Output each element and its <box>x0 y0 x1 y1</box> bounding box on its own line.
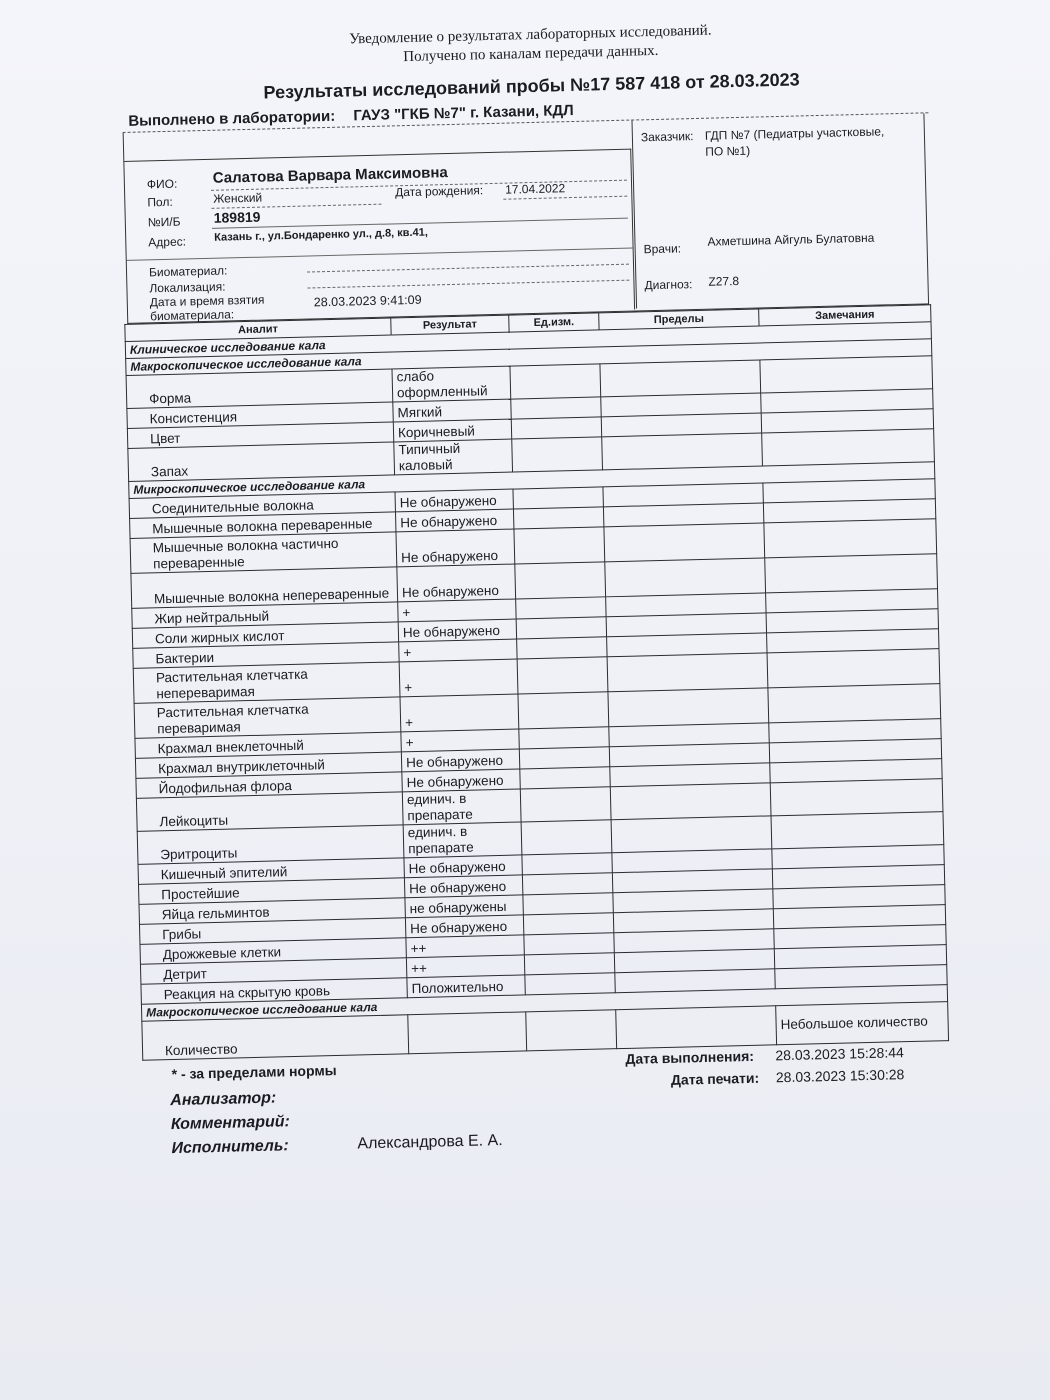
result-value: Не обнаружено <box>395 509 513 532</box>
lab-name: ГАУЗ "ГКБ №7" г. Казани, КДЛ <box>353 101 574 125</box>
executor-label: Исполнитель: <box>171 1137 289 1158</box>
localization-label: Локализация: <box>149 279 226 296</box>
result-value: Положительно <box>407 975 525 998</box>
unit-cell <box>522 853 612 875</box>
sex-value: Женский <box>213 190 263 206</box>
analyte-name: Растительная клетчатка непереваримая <box>133 662 400 703</box>
analyte-name: Эритроциты <box>137 825 404 864</box>
analyte-name: Крахмал внеклеточный <box>135 732 401 758</box>
analyte-name: Кишечный эпителий <box>138 858 404 884</box>
result-value: + <box>399 659 518 697</box>
taken-label-1: Дата и время взятия <box>149 292 265 310</box>
analyte-name: Реакция на скрытую кровь <box>141 978 407 1004</box>
quantity-name: Количество <box>142 1015 409 1060</box>
section-clinical: Клиническое исследование кала <box>125 322 931 359</box>
unit-cell <box>520 787 611 822</box>
remarks-cell <box>760 356 933 393</box>
biomaterial-label: Биоматериал: <box>148 263 228 280</box>
done-label: Дата выполнения: <box>625 1047 755 1067</box>
section-micro: Микроскопическое исследование кала <box>129 462 935 499</box>
unit-cell <box>513 507 603 529</box>
dob-label: Дата рождения: <box>394 183 484 200</box>
dob-value: 17.04.2022 <box>504 181 566 197</box>
remarks-cell <box>765 554 938 593</box>
remarks-cell <box>771 812 944 849</box>
remarks-cell <box>768 684 941 723</box>
executor-value: Александрова Е. А. <box>357 1132 503 1153</box>
customer-label: Заказчик: <box>640 129 694 145</box>
analyte-name: Мышечные волокна непереваренные <box>131 567 398 608</box>
result-value: Не обнаружено <box>401 749 519 772</box>
result-value: ++ <box>406 935 524 958</box>
unit-cell <box>523 913 613 935</box>
col-limits: Пределы <box>599 309 759 330</box>
limits-cell <box>607 653 768 692</box>
result-value: Типичный каловый <box>394 439 513 475</box>
unit-cell <box>514 527 605 564</box>
analyte-name: Крахмал внутриклеточный <box>135 752 401 778</box>
remarks-cell <box>770 779 943 816</box>
unit-cell <box>519 727 609 749</box>
doctors-label: Врачи: <box>643 241 682 257</box>
unit-cell <box>523 893 613 915</box>
footer <box>145 1041 968 1181</box>
result-value: не обнаружены <box>405 895 523 918</box>
analyte-name: Мышечные волокна частично переваренные <box>130 532 397 573</box>
unit-cell <box>517 637 607 659</box>
unit-cell <box>524 953 614 975</box>
result-value: Не обнаружено <box>396 529 515 567</box>
customer-value-2: ПО №1) <box>705 143 751 159</box>
result-value: + <box>398 599 516 622</box>
limits-cell <box>600 360 761 397</box>
result-value: Мягкий <box>393 399 511 422</box>
analyte-name: Консистенция <box>127 402 393 428</box>
unit-cell <box>511 397 601 419</box>
done-value: 28.03.2023 15:28:44 <box>775 1044 904 1064</box>
notice <box>120 16 941 74</box>
comment-label: Комментарий: <box>170 1113 291 1134</box>
unit-cell <box>510 364 601 399</box>
patient-block <box>124 149 635 322</box>
remarks-cell <box>764 519 937 558</box>
ib-label: №И/Б <box>147 214 181 230</box>
result-value: Не обнаружено <box>405 915 523 938</box>
taken-label-2: биоматериала: <box>149 307 235 324</box>
analyte-name: Форма <box>126 369 393 408</box>
diagnosis-label: Диагноз: <box>644 277 693 293</box>
analyte-name: Грибы <box>139 918 405 944</box>
analyte-name: Простейшие <box>139 878 405 904</box>
result-value: + <box>400 694 519 732</box>
result-value: Не обнаружено <box>402 769 520 792</box>
unit-cell <box>516 617 606 639</box>
print-value: 28.03.2023 15:30:28 <box>775 1066 905 1086</box>
analyte-name: Детрит <box>140 958 406 984</box>
unit-cell <box>525 973 615 995</box>
unit-cell <box>519 747 609 769</box>
unit-cell <box>522 873 612 895</box>
result-value: единич. в препарате <box>402 789 521 825</box>
fio-value: Салатова Варвара Максимовна <box>212 164 448 187</box>
unit-cell <box>515 562 606 599</box>
address-label: Адрес: <box>148 234 187 250</box>
analyte-name: Мышечные волокна переваренные <box>130 512 396 538</box>
result-value: слабо оформленный <box>392 366 511 402</box>
legend: * - за пределами нормы <box>171 1062 337 1083</box>
section-macro: Макроскопическое исследование кала <box>126 339 932 376</box>
result-value: + <box>401 729 519 752</box>
print-label: Дата печати: <box>670 1069 760 1088</box>
notice-line-2: Получено по каналам передачи данных. <box>403 42 659 66</box>
unit-cell <box>513 487 603 509</box>
remarks-cell <box>767 649 940 688</box>
analyte-name: Растительная клетчатка переваримая <box>134 697 401 738</box>
result-value: Не обнаружено <box>395 489 513 512</box>
limits-cell <box>610 783 771 820</box>
lab-label: Выполнено в лаборатории: <box>128 107 336 130</box>
unit-cell <box>524 933 614 955</box>
ib-value: 189819 <box>213 208 261 226</box>
diagnosis-value: Z27.8 <box>708 273 740 289</box>
limits-cell <box>608 688 769 727</box>
lab-report <box>120 10 969 1210</box>
analyte-name: Йодофильная флора <box>136 772 402 798</box>
limits-cell <box>611 816 772 853</box>
result-value: Не обнаружено <box>397 564 516 602</box>
notice-line-1: Уведомление о результатах лабораторных исследований. <box>349 22 712 48</box>
result-value: ++ <box>406 955 524 978</box>
taken-value: 28.03.2023 9:41:09 <box>313 292 422 310</box>
analyte-name: Жир нейтральный <box>132 602 398 628</box>
unit-cell <box>520 767 610 789</box>
results-table <box>124 304 949 1060</box>
remarks-cell <box>762 429 935 466</box>
section-macro-2: Макроскопическое исследование кала <box>141 985 947 1022</box>
analyte-name: Цвет <box>127 422 393 448</box>
fio-label: ФИО: <box>146 176 178 192</box>
unit-cell <box>512 437 603 472</box>
unit-cell <box>518 692 609 729</box>
result-value: Не обнаружено <box>398 619 516 642</box>
col-unit: Ед.изм. <box>509 313 599 332</box>
analyte-name: Лейкоциты <box>136 792 403 831</box>
unit-cell <box>516 597 606 619</box>
result-value: Не обнаружено <box>404 855 522 878</box>
analyte-name: Соединительные волокна <box>129 492 395 518</box>
result-value: + <box>399 639 517 662</box>
address-value: Казань г., ул.Бондаренко ул., д.8, кв.41, <box>214 226 428 244</box>
limits-cell <box>604 523 765 562</box>
quantity-result <box>408 1012 527 1054</box>
analyte-name: Бактерии <box>133 642 399 668</box>
limits-cell <box>605 558 766 597</box>
info-block <box>123 113 929 324</box>
report-title: Результаты исследований пробы №17 587 418 от 28.03.2023 <box>263 69 800 103</box>
analyte-name: Дрожжевые клетки <box>140 938 406 964</box>
analyte-name: Яйца гельминтов <box>139 898 405 924</box>
unit-cell <box>521 820 612 855</box>
result-value: Коричневый <box>393 419 511 442</box>
quantity-limits <box>616 1006 777 1049</box>
doctor-value: Ахметшина Айгуль Булатовна <box>707 230 875 249</box>
result-value: единич. в препарате <box>403 822 522 858</box>
unit-cell <box>511 417 601 439</box>
col-result: Результат <box>391 315 509 335</box>
col-analyte: Аналит <box>125 318 391 341</box>
customer-block <box>631 113 927 308</box>
limits-cell <box>602 433 763 470</box>
analyte-name: Соли жирных кислот <box>132 622 398 648</box>
analyte-name: Запах <box>128 442 395 481</box>
unit-cell <box>517 657 608 694</box>
quantity-remark: Небольшое количество <box>776 1002 949 1045</box>
quantity-unit <box>526 1010 617 1051</box>
col-remarks: Замечания <box>759 305 931 326</box>
result-value: Не обнаружено <box>404 875 522 898</box>
sex-label: Пол: <box>147 194 173 210</box>
analyzer-label: Анализатор: <box>170 1089 277 1110</box>
customer-value-1: ГДП №7 (Педиатры участковые, <box>704 124 885 143</box>
